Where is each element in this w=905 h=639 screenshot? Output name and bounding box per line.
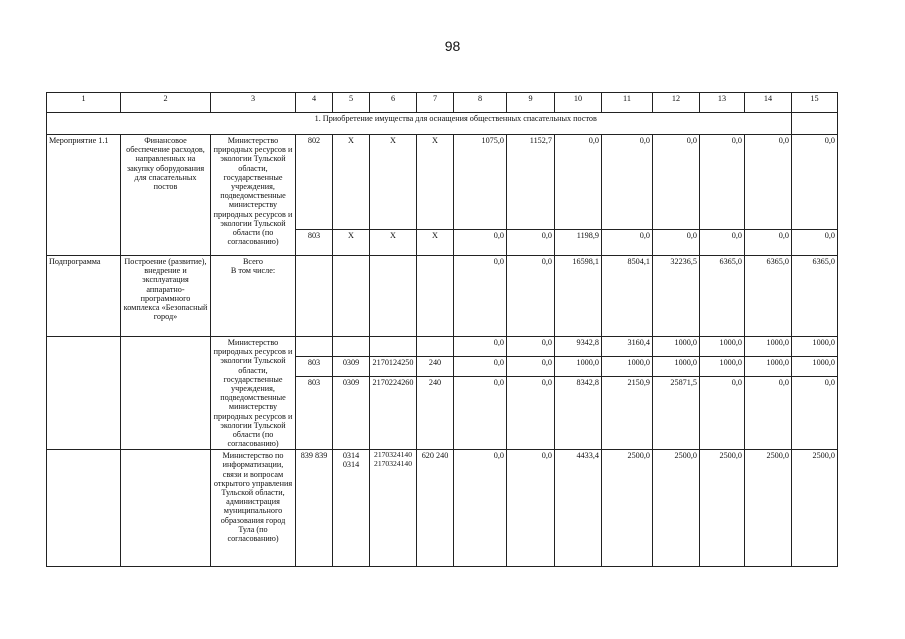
table-row — [47, 256, 838, 337]
event-cell — [47, 337, 121, 450]
value-cell: 25871,5 — [653, 377, 700, 450]
section-title: 1. Приобретение имущества для оснащения общественных спасательных постов — [121, 113, 792, 135]
value-cell: 6365,0 — [700, 256, 745, 337]
table-row — [47, 450, 838, 567]
value-cell: 803 — [296, 230, 333, 256]
value-cell: 8342,8 — [555, 377, 602, 450]
event-cell — [47, 450, 121, 567]
value-cell: 0,0 — [507, 377, 555, 450]
executor-cell: Всего В том числе: — [211, 256, 296, 337]
value-cell: 0,0 — [454, 450, 507, 567]
column-number-header: 12 — [653, 93, 700, 113]
description-cell: Построение (развитие), внедрение и эксплуатация аппаратно-программного комплекса «Безопасный город» — [121, 256, 211, 337]
column-number-header: 14 — [745, 93, 792, 113]
value-cell — [296, 256, 333, 337]
value-cell: 1000,0 — [792, 337, 838, 357]
value-cell: 6365,0 — [792, 256, 838, 337]
value-cell: 6365,0 — [745, 256, 792, 337]
value-cell: 0,0 — [792, 230, 838, 256]
value-cell — [333, 337, 370, 357]
value-cell: 0,0 — [507, 337, 555, 357]
value-cell: 0,0 — [792, 377, 838, 450]
value-cell: 0,0 — [555, 135, 602, 230]
value-cell: 0,0 — [602, 230, 653, 256]
value-cell: 0,0 — [700, 230, 745, 256]
value-cell: 0,0 — [454, 256, 507, 337]
value-cell — [333, 256, 370, 337]
value-cell: 0,0 — [454, 230, 507, 256]
value-cell: 839 839 — [296, 450, 333, 567]
executor-cell: Министерство природных ресурсов и экологии Тульской области, государственные учреждения, подведомственные министерству природных ресурсов и экологии Тульской области (по согласованию) — [211, 337, 296, 450]
event-cell: Мероприятие 1.1 — [47, 135, 121, 256]
value-cell: 2500,0 — [792, 450, 838, 567]
value-cell: 1000,0 — [700, 337, 745, 357]
description-cell: Финансовое обеспечение расходов, направленных на закупку оборудования для спасательных постов — [121, 135, 211, 256]
column-number-header: 3 — [211, 93, 296, 113]
value-cell: 1075,0 — [454, 135, 507, 230]
value-cell: 1152,7 — [507, 135, 555, 230]
value-cell: 4433,4 — [555, 450, 602, 567]
budget-table — [46, 92, 838, 567]
value-cell: 0,0 — [602, 135, 653, 230]
value-cell: 0,0 — [653, 135, 700, 230]
value-cell: 0,0 — [700, 377, 745, 450]
executor-cell: Министерство по информатизации, связи и вопросам открытого управления Тульской области, администрация муниципального образования город Тула (по согласованию) — [211, 450, 296, 567]
column-number-header: 2 — [121, 93, 211, 113]
description-cell — [121, 337, 211, 450]
value-cell: 0309 — [333, 377, 370, 450]
value-cell — [296, 337, 333, 357]
value-cell: 2500,0 — [602, 450, 653, 567]
value-cell: 620 240 — [417, 450, 454, 567]
table-row — [47, 135, 838, 230]
value-cell — [370, 337, 417, 357]
executor-cell: Министерство природных ресурсов и экологии Тульской области, государственные учреждения, подведомственные министерству природных ресурсов и экологии Тульской области (по согласованию) — [211, 135, 296, 256]
value-cell: 2500,0 — [700, 450, 745, 567]
value-cell: 0309 — [333, 357, 370, 377]
value-cell: 2170224260 — [370, 377, 417, 450]
column-number-header: 6 — [370, 93, 417, 113]
value-cell: 0,0 — [700, 135, 745, 230]
column-number-header: 5 — [333, 93, 370, 113]
value-cell: X — [333, 135, 370, 230]
value-cell: 0,0 — [745, 230, 792, 256]
value-cell: 2170324140 2170324140 — [370, 450, 417, 567]
value-cell: X — [370, 135, 417, 230]
value-cell — [417, 256, 454, 337]
value-cell: 0,0 — [792, 135, 838, 230]
value-cell: 0,0 — [507, 450, 555, 567]
value-cell: 1198,9 — [555, 230, 602, 256]
column-number-header: 9 — [507, 93, 555, 113]
value-cell: 1000,0 — [792, 357, 838, 377]
column-number-header: 8 — [454, 93, 507, 113]
value-cell: 240 — [417, 357, 454, 377]
header-row — [47, 93, 838, 113]
description-cell — [121, 450, 211, 567]
value-cell: 0,0 — [454, 357, 507, 377]
section-title-row — [47, 113, 838, 135]
table-row — [47, 337, 838, 357]
value-cell: 240 — [417, 377, 454, 450]
column-number-header: 10 — [555, 93, 602, 113]
column-number-header: 7 — [417, 93, 454, 113]
value-cell: 1000,0 — [745, 337, 792, 357]
value-cell: 1000,0 — [745, 357, 792, 377]
value-cell: 0,0 — [507, 357, 555, 377]
value-cell: 8504,1 — [602, 256, 653, 337]
page-number: 98 — [444, 38, 461, 54]
value-cell: 3160,4 — [602, 337, 653, 357]
value-cell — [370, 256, 417, 337]
value-cell: 803 — [296, 357, 333, 377]
value-cell: 1000,0 — [700, 357, 745, 377]
value-cell: X — [417, 135, 454, 230]
value-cell: 0,0 — [454, 377, 507, 450]
value-cell: 802 — [296, 135, 333, 230]
value-cell: 2500,0 — [745, 450, 792, 567]
value-cell: X — [370, 230, 417, 256]
value-cell: 1000,0 — [602, 357, 653, 377]
value-cell: 1000,0 — [653, 357, 700, 377]
value-cell: 0,0 — [507, 230, 555, 256]
value-cell: 9342,8 — [555, 337, 602, 357]
value-cell: 2170124250 — [370, 357, 417, 377]
value-cell: 32236,5 — [653, 256, 700, 337]
value-cell — [417, 337, 454, 357]
value-cell: 1000,0 — [555, 357, 602, 377]
column-number-header: 1 — [47, 93, 121, 113]
column-number-header: 15 — [792, 93, 838, 113]
value-cell: 0,0 — [454, 337, 507, 357]
value-cell: 0,0 — [745, 135, 792, 230]
value-cell: 16598,1 — [555, 256, 602, 337]
value-cell: 803 — [296, 377, 333, 450]
event-cell: Подпрограмма — [47, 256, 121, 337]
value-cell: X — [417, 230, 454, 256]
value-cell: 2500,0 — [653, 450, 700, 567]
column-number-header: 11 — [602, 93, 653, 113]
value-cell: 0,0 — [653, 230, 700, 256]
column-number-header: 4 — [296, 93, 333, 113]
value-cell: 1000,0 — [653, 337, 700, 357]
value-cell: 2150,9 — [602, 377, 653, 450]
value-cell: 0,0 — [507, 256, 555, 337]
value-cell: 0314 0314 — [333, 450, 370, 567]
column-number-header: 13 — [700, 93, 745, 113]
value-cell: 0,0 — [745, 377, 792, 450]
value-cell: X — [333, 230, 370, 256]
